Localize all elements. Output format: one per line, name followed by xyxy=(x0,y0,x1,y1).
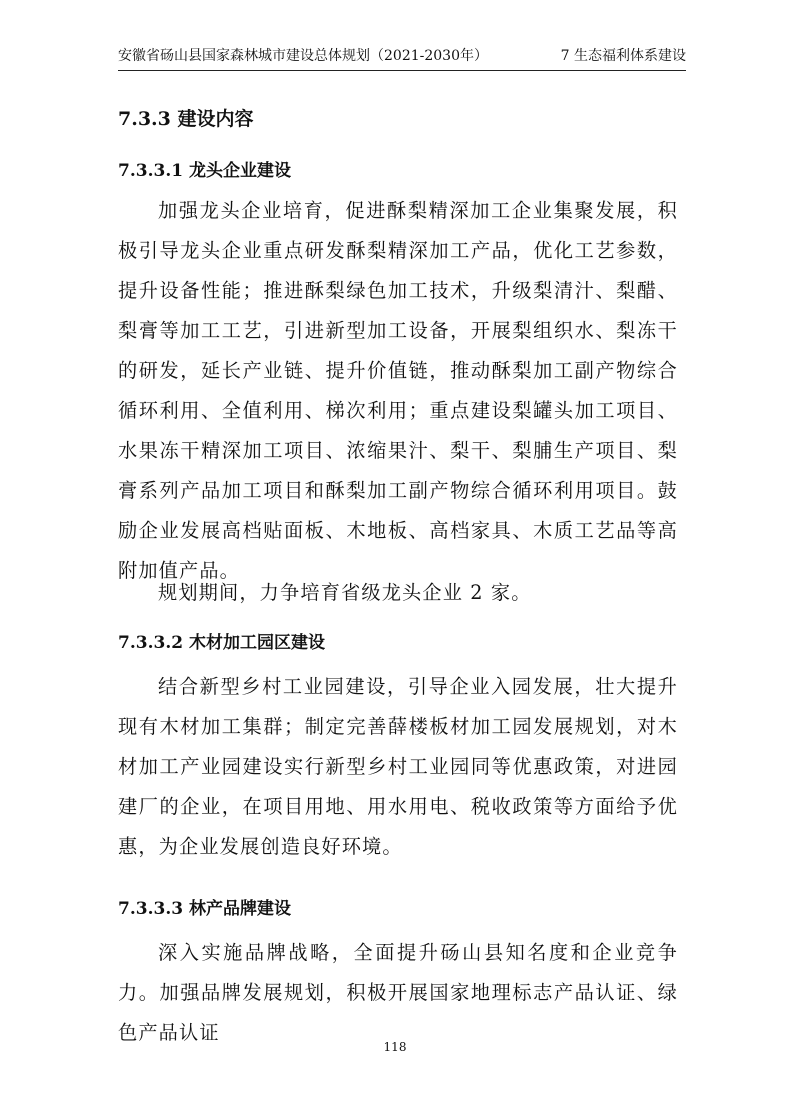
subsection-heading-3: 7.3.3.3 林产品牌建设 xyxy=(118,899,291,919)
paragraph-3-1: 深入实施品牌战略，全面提升砀山县知名度和企业竞争力。加强品牌发展规划，积极开展国家地理标志产品认证、绿色产品认证 xyxy=(118,941,678,1044)
page-number: 118 xyxy=(383,1040,407,1054)
subsection-heading-2: 7.3.3.2 木材加工园区建设 xyxy=(118,633,325,653)
running-header xyxy=(118,46,686,71)
section-heading: 7.3.3 建设内容 xyxy=(118,108,254,130)
paragraph-2-1: 结合新型乡村工业园建设，引导企业入园发展，壮大提升现有木材加工集群；制定完善薛楼板材加工园发展规划，对木材加工产业园建设实行新型乡村工业园同等优惠政策，对进园建厂的企业，在项目用地、用水用电、税收政策等方面给予优惠，为企业发展创造良好环境。 xyxy=(118,675,678,858)
subsection-heading-1: 7.3.3.1 龙头企业建设 xyxy=(118,161,291,181)
paragraph-1-2: 规划期间，力争培育省级龙头企业 2 家。 xyxy=(158,581,532,604)
paragraph-1-1: 加强龙头企业培育，促进酥梨精深加工企业集聚发展，积极引导龙头企业重点研发酥梨精深加工产品，优化工艺参数，提升设备性能；推进酥梨绿色加工技术，升级梨清汁、梨醋、梨膏等加工工艺，引进新型加工设备，开展梨组织水、梨冻干的研发，延长产业链、提升价值链，推动酥梨加工副产物综合循环利用、全值利用、梯次利用；重点建设梨罐头加工项目、水果冻干精深加工项目、浓缩果汁、梨干、梨脯生产项目、梨膏系列产品加工项目和酥梨加工副产物综合循环利用项目。鼓励企业发展高档贴面板、木地板、高档家具、木质工艺品等高附加值产品。 xyxy=(118,199,678,582)
header-chapter-title: 7 生态福利体系建设 xyxy=(560,48,686,64)
header-document-title: 安徽省砀山县国家森林城市建设总体规划（2021-2030年） xyxy=(118,48,488,64)
